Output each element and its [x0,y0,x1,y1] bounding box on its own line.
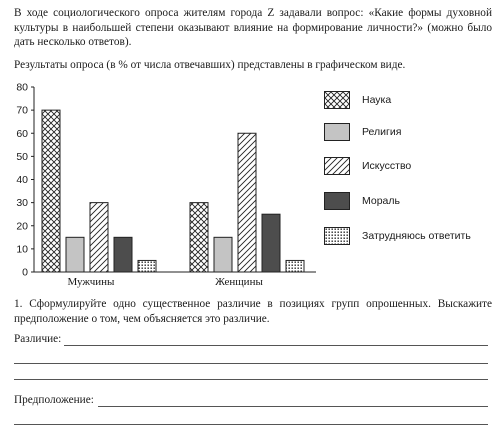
bar [262,214,280,272]
y-tick-label: 0 [22,266,28,279]
bar [286,260,304,272]
answer-line[interactable] [14,363,488,364]
bar [42,110,60,272]
y-tick-label: 30 [16,197,28,210]
legend-label: Наука [362,94,392,106]
bar [238,133,256,272]
y-tick-label: 10 [16,243,28,256]
legend-swatch [324,227,350,245]
legend-label: Искусство [362,160,412,172]
bar-chart [0,76,320,291]
legend-label: Религия [362,126,402,138]
answer-line[interactable] [14,379,488,380]
y-tick-label: 50 [16,150,28,163]
chart-legend [324,86,500,256]
bar [214,237,232,272]
bar [190,203,208,272]
y-tick-label: 80 [16,81,28,94]
question-text: 1. Сформулируйте одно существенное различие в позициях групп опрошенных. Выскажите предположение о том, чем объясняется это различие. [14,298,492,325]
bar [66,237,84,272]
answer-line[interactable] [14,424,488,425]
task-intro: В ходе социологического опроса жителям города Z задавали вопрос: «Какие формы духовной культуры в наибольшей степени оказывают влияние на формирование личности?» (можно было дать несколько ответов). [14,7,492,49]
y-tick-label: 40 [16,174,28,186]
bar [138,260,156,272]
legend-item [324,227,500,247]
legend-label: Мораль [362,195,400,207]
answer-line[interactable] [98,406,488,407]
y-tick-label: 70 [16,104,28,117]
x-category-label: Женщины [215,276,263,288]
difference-label: Различие: [14,333,62,345]
legend-swatch [324,192,350,210]
answer-line[interactable] [64,345,488,346]
y-tick-label: 20 [16,220,28,233]
assumption-label: Предположение: [14,394,94,406]
bar [114,237,132,272]
legend-item [324,123,500,143]
legend-item [324,91,500,111]
legend-item [324,157,500,177]
bar [90,203,108,272]
x-category-label: Мужчины [67,276,115,288]
legend-item [324,192,500,212]
y-tick-label: 60 [16,127,28,140]
legend-swatch [324,91,350,109]
legend-label: Затрудняюсь ответить [362,230,471,242]
legend-swatch [324,157,350,175]
task-lead: Результаты опроса (в % от числа отвечавших) представлены в графическом виде. [14,59,406,71]
legend-swatch [324,123,350,141]
